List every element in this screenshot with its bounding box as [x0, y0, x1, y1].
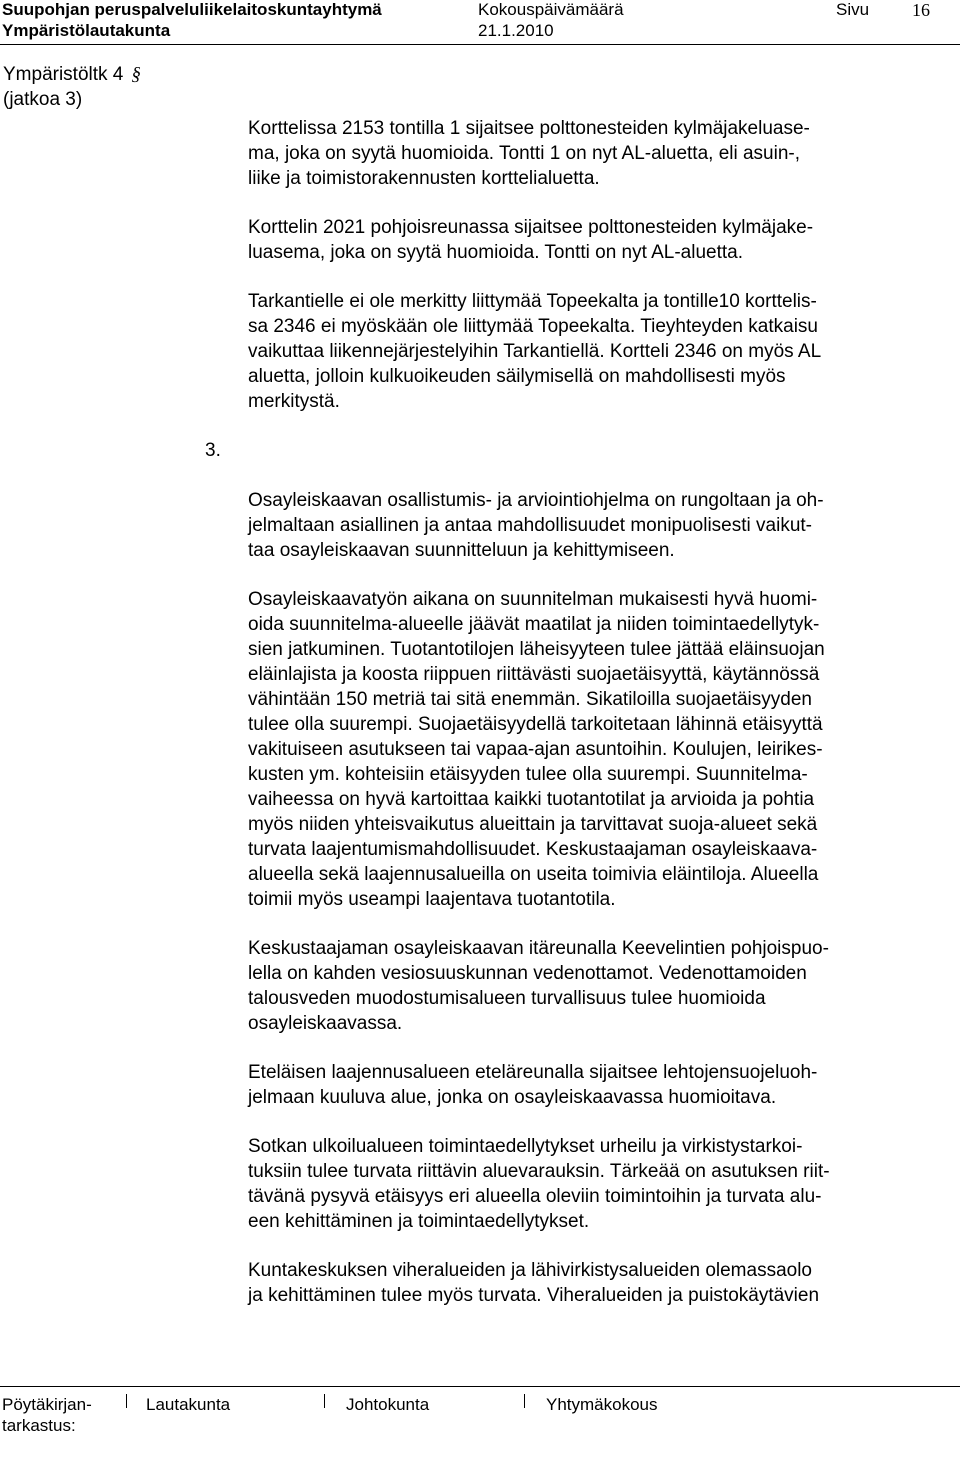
- paragraph-farms: Osayleiskaavatyön aikana on suunnitelman mukaisesti hyvä huomi- oida suunnitelma-alueelle jäävät maatilat ja niiden toimintaedellytyk- sien jatkuminen. Tuotantotilojen läheisyyteen tulee jättää eläinsuojan eläinlajista ja koosta riippuen riittävästi suojaetäisyyttä, käytännössä vähintään 150 metriä tai sitä enemmän. Sikatiloilla suojaetäisyyden tulee olla suurempi. Suojaetäisyydellä tarkoitetaan lähinnä etäisyyttä vakituiseen asutukseen tai vapaa-ajan asuntoihin. Koulujen, leirikes- kusten ym. kohteisiin etäisyyden tulee olla suurempi. Suunnitelma- vaiheessa on hyvä kartoittaa kaikki tuotantotilat ja arvioida ja pohtia myös niiden yhteisvaikutus alueittain ja tarvittavat suoja-alueet sekä turvata laajentumismahdollisuudet. Keskustaajaman osayleiskaava- alueella sekä laajennusalueilla on useita toimivia eläintiloja. Alueella toimii myös useampi laajentava tuotantotila.: [248, 589, 825, 910]
- page-footer: [0, 1386, 960, 1469]
- paragraph-grove-protection: Eteläisen laajennusalueen eteläreunalla sijaitsee lehtojensuojeluoh- jelmaan kuuluva alue, jonka on osayleiskaavassa huomioitava.: [248, 1062, 818, 1108]
- footer-divider: [0, 1386, 960, 1387]
- header-divider: [0, 44, 960, 45]
- minutes-check-label: [2, 1394, 92, 1436]
- board-name: Ympäristölautakunta: [2, 21, 171, 40]
- paragraph-green-areas: Kuntakeskuksen viheralueiden ja lähivirkistysalueiden olemassaolo ja kehittäminen tulee myös turvata. Viheralueiden ja puistokäytävien: [248, 1260, 820, 1306]
- paragraph-block-2021: Korttelin 2021 pohjoisreunassa sijaitsee polttonesteiden kylmäjake- luasema, joka on syytä huomioida. Tontti on nyt AL-aluetta.: [248, 217, 814, 263]
- item-3-text: Osayleiskaavan osallistumis- ja arviointiohjelma on rungoltaan ja oh- jelmaltaan asiallinen ja antaa mahdollisuudet monipuolisesti vaikut- taa osayleiskaavan suunnitteluun ja kehittymiseen.: [248, 490, 824, 561]
- page-number: 16: [912, 0, 930, 20]
- numbered-item-3: [205, 438, 938, 563]
- footer-assembly: Yhtymäkokous: [546, 1395, 658, 1414]
- paragraph-water-intake: Keskustaajaman osayleiskaavan itäreunalla Keevelintien pohjoispuo- lella on kahden vesiosuuskunnan vedenottamot. Vedenottamoiden talousveden muodostumisalueen turvallisuus tulee huomioida osayleiskaavassa.: [248, 938, 829, 1034]
- section-label-line2: (jatkoa 3): [3, 89, 83, 110]
- meeting-date-label: Kokouspäivämäärä: [478, 0, 624, 19]
- section-label-line1: Ympäristöltk 4: [3, 64, 124, 85]
- page-label: Sivu: [836, 0, 870, 19]
- meeting-date: 21.1.2010: [478, 21, 554, 40]
- paragraph-sotka-recreation: Sotkan ulkoilualueen toimintaedellytykset urheilu ja virkistystarkoi- tuksiin tulee turvata riittävin aluevarauksin. Tärkeää on asutuksen riit- tävänä pysyvä etäisyys eri alueella oleviin toimintoihin ja turvata alu- een kehittäminen ja toimintaedellytykset.: [248, 1136, 830, 1232]
- section-label: [3, 62, 141, 112]
- paragraph-tarkantie: Tarkantielle ei ole merkitty liittymää Topeekalta ja tontille10 korttelis- sa 2346 ei myöskään ole liittymää Topeekalta. Tieyhteyden katkaisu vaikuttaa liikennejärjestelyihin Tarkantiellä. Kortteli 2346 on myös AL aluetta, jolloin kulkuoikeuden säilymisellä on mahdollisesti myös merkitystä.: [248, 291, 822, 412]
- page-header: [0, 0, 960, 46]
- organization-name: Suupohjan peruspalveluliikelaitoskuntayhtymä: [2, 0, 382, 19]
- document-body: [205, 116, 938, 1332]
- paragraph-sign: §: [131, 64, 141, 85]
- minutes-check-line2: tarkastus:: [2, 1416, 76, 1435]
- footer-executive: Johtokunta: [346, 1395, 430, 1414]
- footer-separator: [524, 1394, 525, 1408]
- footer-separator: [324, 1394, 325, 1408]
- item-number: 3.: [205, 440, 221, 461]
- footer-separator: [126, 1394, 127, 1408]
- paragraph-block-2153: Korttelissa 2153 tontilla 1 sijaitsee polttonesteiden kylmäjakeluase- ma, joka on syytä huomioida. Tontti 1 on nyt AL-aluetta, eli asuin-, liike ja toimistorakennusten korttelialuetta.: [248, 118, 810, 189]
- footer-board: Lautakunta: [146, 1395, 231, 1414]
- minutes-check-line1: Pöytäkirjan-: [2, 1395, 92, 1414]
